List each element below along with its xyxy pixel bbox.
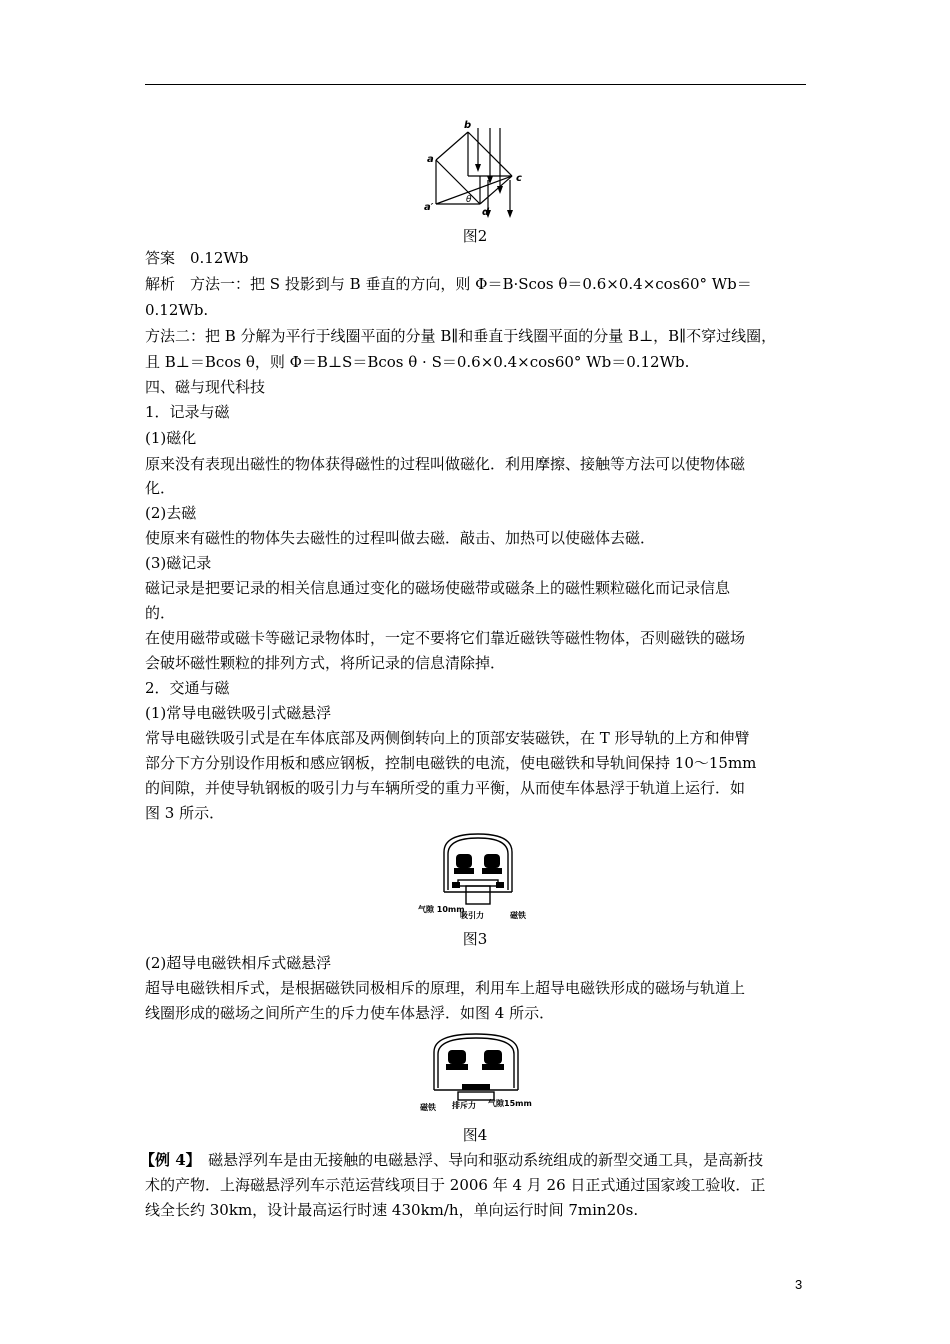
item-3-text-1: 磁记录是把要记录的相关信息通过变化的磁场使磁带或磁条上的磁性颗粒磁化而记录信息 (145, 579, 731, 597)
figure-3-diagram (418, 830, 538, 922)
subsection-2-heading: 2．交通与磁 (145, 679, 230, 697)
fig4-label-force: 排斥力 (452, 1101, 476, 1110)
label-a: a (427, 154, 434, 165)
maglev-1-text-2: 部分下方分别设作用板和感应钢板，控制电磁铁的电流，使电磁铁和导轨间保持 10～15mm (145, 754, 757, 772)
item-3-text-2: 的． (145, 604, 176, 622)
example-4-line-2: 术的产物．上海磁悬浮列车示范运营线项目于 2006 年 4 月 26 日正式通过国家竣工验收．正 (145, 1176, 766, 1194)
label-theta: θ (466, 195, 472, 205)
figure-4-caption: 图4 (462, 1126, 488, 1144)
maglev-2-title: (2)超导电磁铁相斥式磁悬浮 (145, 954, 332, 972)
page-number: 3 (795, 1277, 803, 1292)
item-3-title: (3)磁记录 (145, 554, 212, 572)
method-two-line-1: 方法二：把 B 分解为平行于线圈平面的分量 B∥和垂直于线圈平面的分量 B⊥，B∥不穿过线圈， (145, 327, 777, 345)
section-heading: 四、磁与现代科技 (145, 378, 266, 396)
analysis-line-1: 解析 方法一：把 S 投影到与 B 垂直的方向，则 Φ＝B·Scos θ＝0.6×0.4×cos60° Wb＝ (145, 275, 752, 293)
maglev-1-text-3: 的间隙，并使导轨钢板的吸引力与车辆所受的重力平衡，从而使车体悬浮于轨道上运行．如 (145, 779, 746, 797)
label-b: b (464, 120, 472, 131)
item-3-text-3: 在使用磁带或磁卡等磁记录物体时，一定不要将它们靠近磁铁等磁性物体，否则磁铁的磁场 (145, 629, 746, 647)
maglev-1-title: (1)常导电磁铁吸引式磁悬浮 (145, 704, 332, 722)
figure-2-diagram (420, 118, 535, 222)
item-3-text-4: 会破坏磁性颗粒的排列方式，将所记录的信息清除掉． (145, 654, 506, 672)
maglev-2-text-1: 超导电磁铁相斥式，是根据磁铁同极相斥的原理，利用车上超导电磁铁形成的磁场与轨道上 (145, 979, 746, 997)
header-rule (145, 84, 806, 85)
fig3-label-magnet: 磁铁 (510, 911, 526, 920)
method-two-line-2: 且 B⊥＝Bcos θ，则 Φ＝B⊥S＝Bcos θ · S＝0.6×0.4×cos60° Wb＝0.12Wb. (145, 353, 690, 371)
example-4-text-1: 磁悬浮列车是由无接触的电磁悬浮、导向和驱动系统组成的新型交通工具，是高新技 (193, 1151, 764, 1169)
figure-3-caption: 图3 (462, 930, 488, 948)
example-4-tag: 【例 4】 (140, 1151, 194, 1169)
label-c: c (516, 173, 522, 184)
figure-2-caption: 图2 (462, 227, 488, 245)
example-4-line-3: 线全长约 30km，设计最高运行时速 430km/h，单向运行时间 7min20s. (145, 1201, 639, 1219)
fig3-label-force: 吸引力 (460, 911, 484, 920)
maglev-1-text-1: 常导电磁铁吸引式是在车体底部及两侧倒转向上的顶部安装磁铁，在 T 形导轨的上方和伸臂 (145, 729, 750, 747)
analysis-line-2: 0.12Wb. (145, 301, 209, 319)
figure-4-diagram (418, 1030, 538, 1116)
fig4-label-gap: 气隙15mm (488, 1099, 532, 1108)
item-2-title: (2)去磁 (145, 504, 197, 522)
answer-line: 答案 0.12Wb (145, 249, 249, 267)
item-1-text-2: 化． (145, 479, 176, 497)
fig3-label-gap: 气隙 10mm (418, 905, 465, 914)
item-2-text: 使原来有磁性的物体失去磁性的过程叫做去磁．敲击、加热可以使磁体去磁． (145, 529, 656, 547)
subsection-1-heading: 1．记录与磁 (145, 403, 230, 421)
item-1-text-1: 原来没有表现出磁性的物体获得磁性的过程叫做磁化．利用摩擦、接触等方法可以使物体磁 (145, 455, 746, 473)
label-d: d (482, 207, 490, 218)
maglev-1-text-4: 图 3 所示． (145, 804, 225, 822)
fig4-label-magnet: 磁铁 (420, 1103, 436, 1112)
label-a-prime: a′ (424, 202, 434, 213)
example-4-line-1 (140, 1150, 763, 1170)
maglev-2-text-2: 线圈形成的磁场之间所产生的斥力使车体悬浮．如图 4 所示． (145, 1004, 555, 1022)
item-1-title: (1)磁化 (145, 429, 197, 447)
